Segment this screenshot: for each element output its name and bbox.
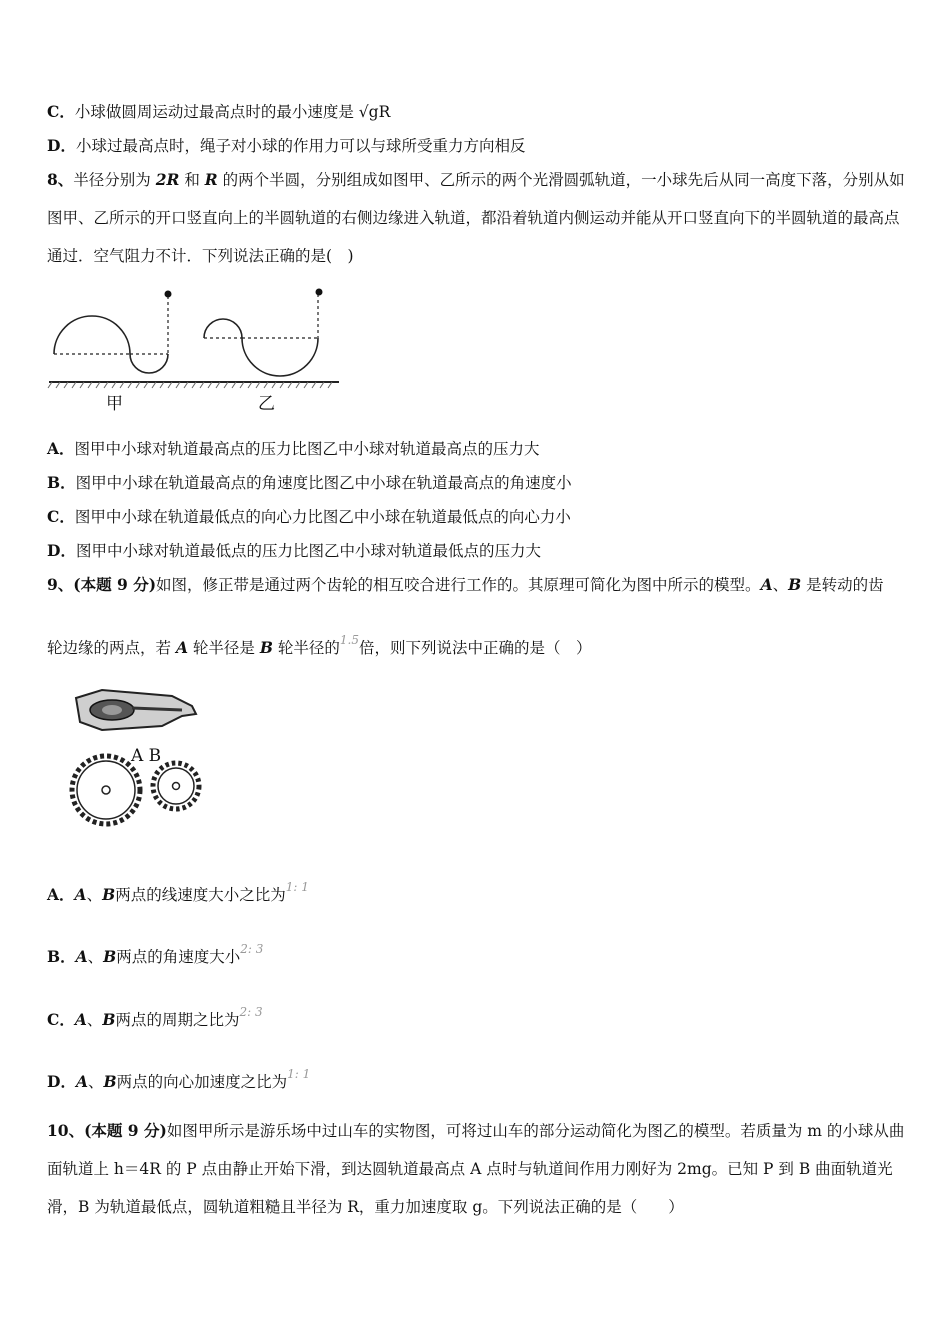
radius-r: R — [204, 170, 218, 189]
question-number: 9、 — [47, 575, 74, 594]
q9-option-c — [47, 1005, 263, 1031]
score-label: (本题 9 分) — [84, 1121, 167, 1140]
stem-text: 半径分别为 — [73, 171, 156, 189]
point-a: A — [75, 1072, 88, 1091]
q9-option-a — [47, 880, 309, 906]
point-a: A — [74, 885, 87, 904]
separator: 、 — [772, 576, 789, 594]
point-a: A — [75, 947, 88, 966]
radius-2r: 2R — [155, 170, 180, 189]
point-a: A — [760, 575, 773, 594]
option-text: 小球做圆周运动过最高点时的最小速度是 √gR — [74, 103, 391, 121]
figure-label-yi: 乙 — [258, 394, 275, 414]
q7-option-c — [47, 102, 390, 122]
point-b: B — [102, 885, 116, 904]
point-b: B — [102, 1010, 116, 1029]
option-label: A． — [47, 885, 75, 904]
option-label: B． — [47, 473, 76, 492]
q7-option-d — [47, 136, 525, 156]
q9-stem-line-1 — [47, 575, 884, 595]
score-label: (本题 9 分) — [73, 575, 157, 594]
option-label: D． — [47, 136, 76, 155]
option-label: D． — [47, 541, 76, 560]
ratio-value: 1: 1 — [285, 880, 309, 894]
option-text: 两点的角速度大小 — [116, 948, 241, 966]
q8-track-figure — [44, 282, 344, 422]
point-b: B — [259, 638, 273, 657]
option-label: C． — [47, 1010, 75, 1029]
point-a: A — [175, 638, 188, 657]
option-text: 两点的线速度大小之比为 — [115, 886, 286, 904]
separator: 、 — [87, 948, 104, 966]
option-label: C． — [47, 102, 75, 121]
stem-text: 如图甲所示是游乐场中过山车的实物图，可将过山车的部分运动简化为图乙的模型。若质量为 m 的小球从曲面轨道上 h＝4R 的 P 点由静止开始下滑，到达圆轨道最高点 A 点时与轨道间作用力刚好为 2mg。已知 P 到 B 曲面轨道光滑，B 为轨道最低点，圆轨道粗糙且半径为 R，重力加速度取 g。下列说法正确的是（ ） — [47, 1122, 905, 1216]
stem-text: 和 — [179, 171, 205, 189]
option-text: 图甲中小球对轨道最低点的压力比图乙中小球对轨道最低点的压力大 — [75, 542, 541, 560]
stem-text: 轮半径的 — [272, 639, 340, 657]
separator: 、 — [87, 1073, 104, 1091]
option-text: 小球过最高点时，绳子对小球的作用力可以与球所受重力方向相反 — [75, 137, 526, 155]
stem-text: 轮半径是 — [187, 639, 260, 657]
option-text: 两点的周期之比为 — [115, 1011, 240, 1029]
stem-text: 的两个半圆，分别组成如图甲、乙所示的两个光滑圆弧轨道，一小球先后从同一高度下落，分别从如图甲、乙所示的开口竖直向上的半圆轨道的右侧边缘进入轨道，都沿着轨道内侧运动并能从开口竖直向下的半圆轨道的最高点通过．空气阻力不计．下列说法正确的是( ) — [47, 171, 905, 265]
ratio-value: 1: 1 — [287, 1067, 311, 1081]
separator: 、 — [86, 886, 103, 904]
point-a: A — [74, 1010, 87, 1029]
point-b: B — [103, 1072, 117, 1091]
radius-factor: 1.5 — [339, 633, 359, 647]
figure-label-jia: 甲 — [106, 394, 123, 414]
q10-stem — [47, 1112, 907, 1226]
point-b: B — [103, 947, 117, 966]
q8-option-d — [47, 541, 541, 561]
q8-option-a — [47, 439, 540, 459]
q8-option-b — [47, 473, 572, 493]
question-number: 10、 — [47, 1121, 85, 1140]
gear-figure-label: A B — [131, 746, 162, 766]
option-text: 图甲中小球对轨道最高点的压力比图乙中小球对轨道最高点的压力大 — [74, 440, 540, 458]
option-text: 图甲中小球在轨道最低点的向心力比图乙中小球在轨道最低点的向心力小 — [74, 508, 571, 526]
stem-text: 如图，修正带是通过两个齿轮的相互咬合进行工作的。其原理可简化为图中所示的模型。 — [156, 576, 761, 594]
option-text: 图甲中小球在轨道最高点的角速度比图乙中小球在轨道最高点的角速度小 — [75, 474, 572, 492]
stem-text: 倍，则下列说法中正确的是（ ） — [358, 639, 592, 657]
q8-stem — [47, 161, 907, 275]
ratio-value: 2: 3 — [240, 942, 264, 956]
stem-text: 轮边缘的两点，若 — [47, 639, 176, 657]
q9-option-d — [47, 1067, 311, 1093]
q9-option-b — [47, 942, 264, 968]
stem-text: 是转动的齿 — [801, 576, 884, 594]
ratio-value: 2: 3 — [239, 1005, 263, 1019]
q9-stem-line-2 — [47, 633, 592, 659]
option-label: D． — [47, 1072, 76, 1091]
option-text: 两点的向心加速度之比为 — [116, 1073, 288, 1091]
point-b: B — [788, 575, 802, 594]
question-number: 8、 — [47, 170, 74, 189]
q8-option-c — [47, 507, 571, 527]
option-label: C． — [47, 507, 75, 526]
option-label: B． — [47, 947, 76, 966]
option-label: A． — [47, 439, 75, 458]
separator: 、 — [86, 1011, 103, 1029]
